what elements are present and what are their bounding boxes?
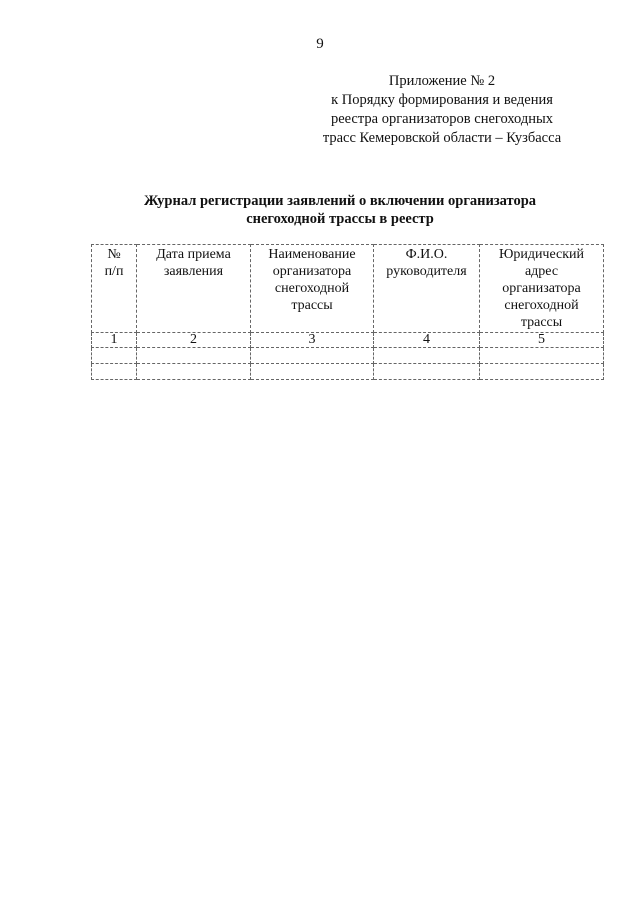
- empty-cell: [480, 348, 604, 364]
- empty-cell: [374, 364, 480, 380]
- column-number-row: [92, 333, 604, 348]
- document-title: [0, 192, 640, 228]
- column-number-cell: 3: [251, 333, 374, 348]
- header-label: Юридический адрес организатора снегоходной трассы: [498, 247, 585, 330]
- header-cell-organizer-name: [251, 245, 374, 333]
- table-row: [92, 348, 604, 364]
- registration-journal-table: [91, 244, 604, 380]
- column-number-cell: 1: [92, 333, 137, 348]
- header-cell-head-name: [374, 245, 480, 333]
- table-header-row: [92, 245, 604, 333]
- header-label: Ф.И.О. руководителя: [386, 247, 467, 279]
- empty-cell: [92, 348, 137, 364]
- appendix-note: [292, 72, 592, 148]
- empty-cell: [251, 364, 374, 380]
- header-label: Дата приема заявления: [156, 247, 231, 279]
- empty-cell: [251, 348, 374, 364]
- appendix-line: реестра организаторов снегоходных: [330, 111, 554, 127]
- header-label: Наименование организатора снегоходной трассы: [268, 247, 356, 313]
- empty-cell: [480, 364, 604, 380]
- appendix-line: к Порядку формирования и ведения: [331, 92, 553, 108]
- column-number-cell: 5: [480, 333, 604, 348]
- header-cell-number: [92, 245, 137, 333]
- column-number-cell: 2: [137, 333, 251, 348]
- header-cell-legal-address: [480, 245, 604, 333]
- header-cell-date: [137, 245, 251, 333]
- column-number-cell: 4: [374, 333, 480, 348]
- empty-cell: [137, 364, 251, 380]
- table-row: [92, 364, 604, 380]
- header-label: № п/п: [104, 247, 124, 279]
- empty-cell: [92, 364, 137, 380]
- appendix-line: Приложение № 2: [388, 73, 496, 89]
- title-line: снегоходной трассы в реестр: [246, 211, 434, 227]
- page-number: 9: [316, 36, 324, 52]
- empty-cell: [137, 348, 251, 364]
- appendix-line: трасс Кемеровской области – Кузбасса: [322, 130, 562, 146]
- empty-cell: [374, 348, 480, 364]
- title-line: Журнал регистрации заявлений о включении организатора: [143, 193, 537, 209]
